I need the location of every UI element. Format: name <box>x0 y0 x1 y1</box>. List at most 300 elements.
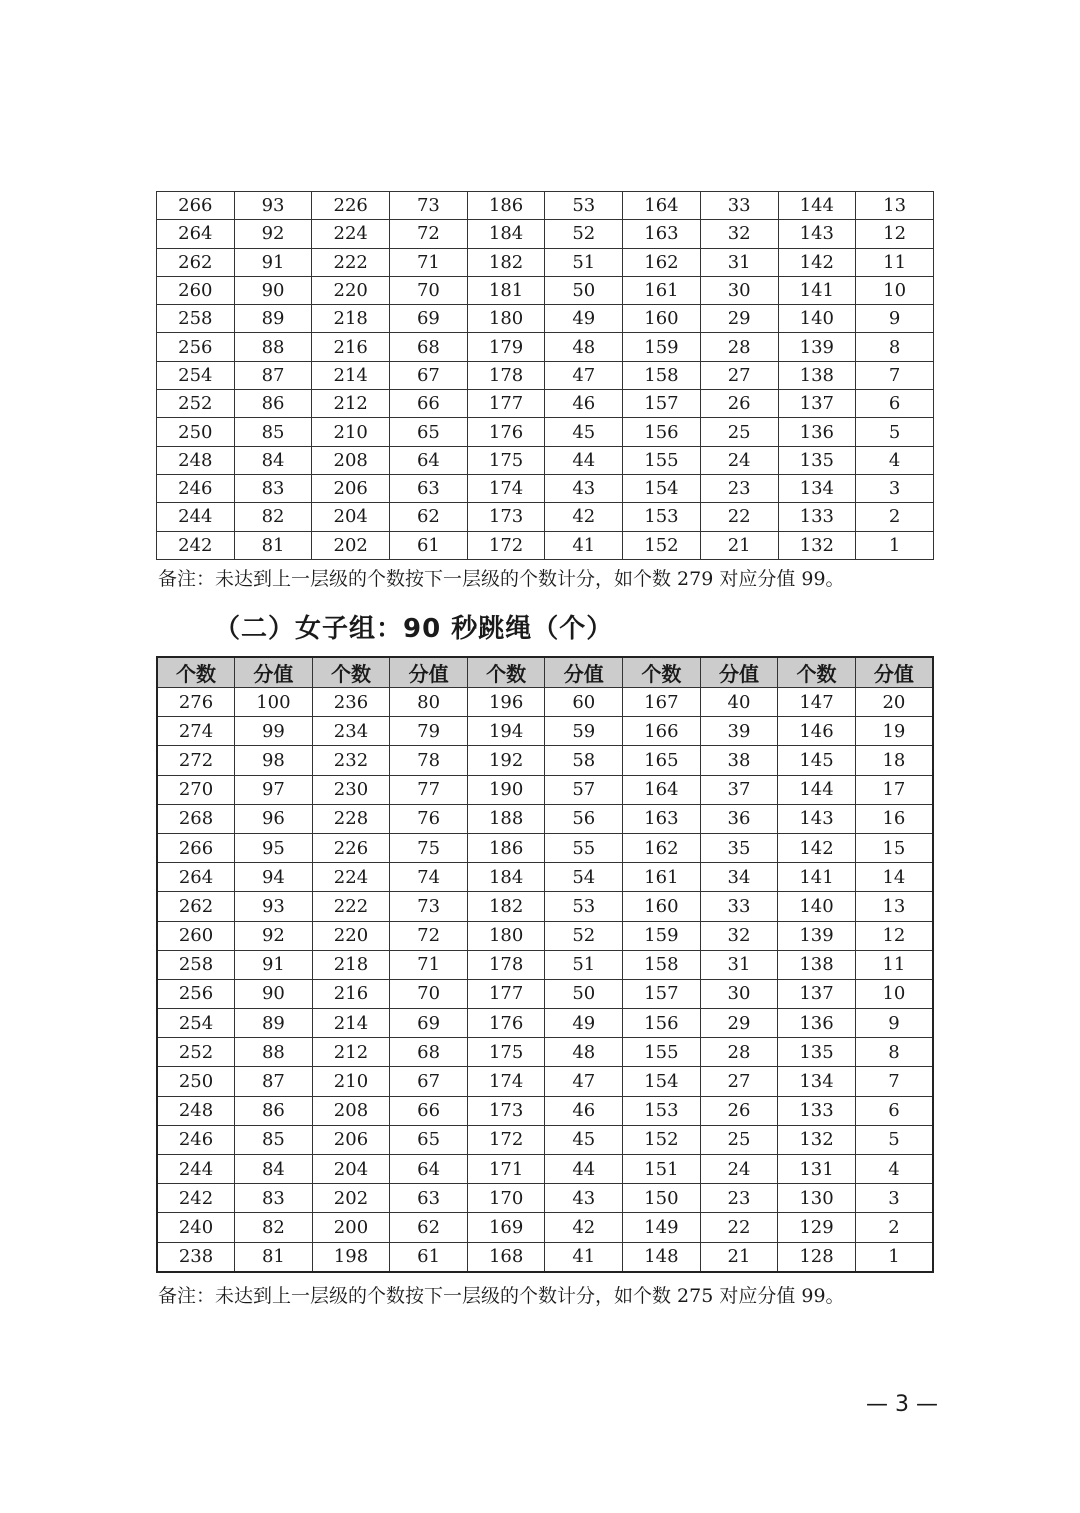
count-cell: 159 <box>623 333 701 361</box>
count-cell: 228 <box>312 804 390 833</box>
table-row <box>157 804 933 833</box>
score-cell: 13 <box>856 192 934 220</box>
count-cell: 175 <box>467 446 545 474</box>
count-cell: 264 <box>157 220 235 248</box>
table-row <box>157 775 933 804</box>
count-cell: 165 <box>623 746 701 775</box>
count-cell: 258 <box>157 950 235 979</box>
count-cell: 170 <box>467 1184 545 1213</box>
score-cell: 1 <box>855 1242 933 1272</box>
count-cell: 214 <box>312 361 390 389</box>
section-title-female: （二）女子组：90 秒跳绳（个） <box>214 614 614 644</box>
count-cell: 146 <box>778 717 856 746</box>
score-cell: 15 <box>855 833 933 862</box>
score-cell: 23 <box>700 1184 778 1213</box>
header-count: 个数 <box>623 657 701 688</box>
count-cell: 138 <box>778 361 856 389</box>
score-table-female <box>156 656 934 1273</box>
score-cell: 62 <box>390 503 468 531</box>
score-cell: 72 <box>390 220 468 248</box>
score-cell: 68 <box>390 1038 468 1067</box>
count-cell: 222 <box>312 248 390 276</box>
count-cell: 210 <box>312 418 390 446</box>
count-cell: 264 <box>157 863 235 892</box>
count-cell: 163 <box>623 804 701 833</box>
score-cell: 17 <box>855 775 933 804</box>
count-cell: 222 <box>312 892 390 921</box>
count-cell: 230 <box>312 775 390 804</box>
score-cell: 24 <box>700 1155 778 1184</box>
count-cell: 202 <box>312 1184 390 1213</box>
score-cell: 81 <box>235 1242 313 1272</box>
score-cell: 10 <box>855 979 933 1008</box>
count-cell: 220 <box>312 921 390 950</box>
count-cell: 220 <box>312 276 390 304</box>
score-cell: 10 <box>856 276 934 304</box>
score-cell: 47 <box>545 1067 623 1096</box>
score-cell: 32 <box>700 921 778 950</box>
count-cell: 154 <box>623 474 701 502</box>
count-cell: 244 <box>157 503 235 531</box>
count-cell: 174 <box>467 474 545 502</box>
count-cell: 262 <box>157 248 235 276</box>
score-cell: 69 <box>390 305 468 333</box>
score-cell: 27 <box>700 361 778 389</box>
score-cell: 23 <box>700 474 778 502</box>
count-cell: 164 <box>623 192 701 220</box>
count-cell: 152 <box>623 1125 701 1154</box>
score-cell: 83 <box>234 474 312 502</box>
table-row <box>157 531 934 559</box>
count-cell: 142 <box>778 248 856 276</box>
count-cell: 202 <box>312 531 390 559</box>
count-cell: 173 <box>467 1096 545 1125</box>
score-cell: 80 <box>390 688 468 717</box>
count-cell: 132 <box>778 531 856 559</box>
count-cell: 204 <box>312 503 390 531</box>
score-cell: 88 <box>234 333 312 361</box>
score-cell: 86 <box>235 1096 313 1125</box>
score-cell: 35 <box>700 833 778 862</box>
score-cell: 82 <box>235 1213 313 1242</box>
score-cell: 48 <box>545 333 623 361</box>
score-cell: 2 <box>855 1213 933 1242</box>
count-cell: 186 <box>467 192 545 220</box>
score-cell: 85 <box>235 1125 313 1154</box>
count-cell: 141 <box>778 863 856 892</box>
header-score: 分值 <box>545 657 623 688</box>
score-cell: 38 <box>700 746 778 775</box>
count-cell: 128 <box>778 1242 856 1272</box>
note-female: 备注：未达到上一层级的个数按下一层级的个数计分，如个数 275 对应分值 99。 <box>158 1285 845 1307</box>
count-cell: 160 <box>623 305 701 333</box>
table-row <box>157 1125 933 1154</box>
table-row <box>157 892 933 921</box>
table-row <box>157 1242 933 1272</box>
count-cell: 254 <box>157 361 235 389</box>
score-cell: 51 <box>545 950 623 979</box>
score-cell: 21 <box>700 1242 778 1272</box>
table-row <box>157 688 933 717</box>
score-cell: 11 <box>855 950 933 979</box>
count-cell: 266 <box>157 192 235 220</box>
count-cell: 206 <box>312 1125 390 1154</box>
table-row <box>157 1067 933 1096</box>
score-cell: 33 <box>700 192 778 220</box>
score-cell: 87 <box>234 361 312 389</box>
count-cell: 204 <box>312 1155 390 1184</box>
count-cell: 276 <box>157 688 235 717</box>
score-cell: 45 <box>545 1125 623 1154</box>
count-cell: 129 <box>778 1213 856 1242</box>
count-cell: 142 <box>778 833 856 862</box>
score-cell: 67 <box>390 1067 468 1096</box>
score-table-continued <box>156 191 934 560</box>
score-cell: 53 <box>545 192 623 220</box>
count-cell: 133 <box>778 503 856 531</box>
score-cell: 53 <box>545 892 623 921</box>
count-cell: 266 <box>157 833 235 862</box>
score-cell: 92 <box>234 220 312 248</box>
count-cell: 144 <box>778 192 856 220</box>
score-cell: 83 <box>235 1184 313 1213</box>
count-cell: 226 <box>312 192 390 220</box>
count-cell: 250 <box>157 418 235 446</box>
score-cell: 71 <box>390 950 468 979</box>
score-cell: 92 <box>235 921 313 950</box>
score-cell: 3 <box>856 474 934 502</box>
count-cell: 206 <box>312 474 390 502</box>
note-male: 备注：未达到上一层级的个数按下一层级的个数计分，如个数 279 对应分值 99。 <box>158 568 845 590</box>
count-cell: 172 <box>467 1125 545 1154</box>
score-cell: 26 <box>700 390 778 418</box>
score-cell: 70 <box>390 276 468 304</box>
count-cell: 226 <box>312 833 390 862</box>
score-cell: 50 <box>545 276 623 304</box>
score-cell: 45 <box>545 418 623 446</box>
score-cell: 51 <box>545 248 623 276</box>
count-cell: 152 <box>623 531 701 559</box>
header-count: 个数 <box>778 657 856 688</box>
count-cell: 163 <box>623 220 701 248</box>
count-cell: 136 <box>778 1009 856 1038</box>
count-cell: 252 <box>157 1038 235 1067</box>
score-cell: 66 <box>390 390 468 418</box>
table-row <box>157 1155 933 1184</box>
score-cell: 5 <box>855 1125 933 1154</box>
score-cell: 33 <box>700 892 778 921</box>
score-cell: 48 <box>545 1038 623 1067</box>
table-row <box>157 717 933 746</box>
count-cell: 194 <box>467 717 545 746</box>
score-cell: 13 <box>855 892 933 921</box>
count-cell: 140 <box>778 305 856 333</box>
score-cell: 7 <box>856 361 934 389</box>
count-cell: 159 <box>623 921 701 950</box>
count-cell: 256 <box>157 333 235 361</box>
count-cell: 167 <box>623 688 701 717</box>
score-cell: 46 <box>545 390 623 418</box>
score-cell: 32 <box>700 220 778 248</box>
count-cell: 178 <box>467 361 545 389</box>
score-cell: 6 <box>855 1096 933 1125</box>
count-cell: 169 <box>467 1213 545 1242</box>
count-cell: 224 <box>312 863 390 892</box>
table-row <box>157 1184 933 1213</box>
table-row <box>157 220 934 248</box>
score-cell: 5 <box>856 418 934 446</box>
score-cell: 81 <box>234 531 312 559</box>
score-cell: 94 <box>235 863 313 892</box>
score-cell: 19 <box>855 717 933 746</box>
score-cell: 44 <box>545 446 623 474</box>
count-cell: 270 <box>157 775 235 804</box>
count-cell: 130 <box>778 1184 856 1213</box>
score-cell: 64 <box>390 446 468 474</box>
count-cell: 234 <box>312 717 390 746</box>
score-cell: 59 <box>545 717 623 746</box>
score-cell: 36 <box>700 804 778 833</box>
score-cell: 65 <box>390 418 468 446</box>
score-cell: 91 <box>234 248 312 276</box>
score-cell: 46 <box>545 1096 623 1125</box>
table-row <box>157 333 934 361</box>
table-row <box>157 503 934 531</box>
count-cell: 157 <box>623 390 701 418</box>
score-cell: 99 <box>235 717 313 746</box>
score-cell: 60 <box>545 688 623 717</box>
score-cell: 79 <box>390 717 468 746</box>
count-cell: 153 <box>623 503 701 531</box>
table-row <box>157 276 934 304</box>
count-cell: 176 <box>467 1009 545 1038</box>
score-cell: 31 <box>700 950 778 979</box>
table-row <box>157 390 934 418</box>
count-cell: 274 <box>157 717 235 746</box>
score-cell: 8 <box>855 1038 933 1067</box>
score-cell: 11 <box>856 248 934 276</box>
table-row <box>157 248 934 276</box>
score-cell: 12 <box>855 921 933 950</box>
score-cell: 34 <box>700 863 778 892</box>
score-cell: 77 <box>390 775 468 804</box>
score-cell: 57 <box>545 775 623 804</box>
count-cell: 148 <box>623 1242 701 1272</box>
score-cell: 4 <box>855 1155 933 1184</box>
count-cell: 244 <box>157 1155 235 1184</box>
count-cell: 238 <box>157 1242 235 1272</box>
count-cell: 246 <box>157 474 235 502</box>
score-cell: 44 <box>545 1155 623 1184</box>
count-cell: 208 <box>312 446 390 474</box>
count-cell: 242 <box>157 531 235 559</box>
table-row <box>157 921 933 950</box>
score-cell: 25 <box>700 418 778 446</box>
score-cell: 93 <box>235 892 313 921</box>
count-cell: 200 <box>312 1213 390 1242</box>
count-cell: 216 <box>312 333 390 361</box>
count-cell: 168 <box>467 1242 545 1272</box>
score-cell: 41 <box>545 531 623 559</box>
score-cell: 40 <box>700 688 778 717</box>
count-cell: 181 <box>467 276 545 304</box>
count-cell: 164 <box>623 775 701 804</box>
score-cell: 65 <box>390 1125 468 1154</box>
count-cell: 172 <box>467 531 545 559</box>
header-score: 分值 <box>235 657 313 688</box>
score-cell: 18 <box>855 746 933 775</box>
count-cell: 149 <box>623 1213 701 1242</box>
count-cell: 186 <box>467 833 545 862</box>
count-cell: 246 <box>157 1125 235 1154</box>
score-cell: 9 <box>855 1009 933 1038</box>
count-cell: 268 <box>157 804 235 833</box>
score-cell: 43 <box>545 1184 623 1213</box>
score-cell: 50 <box>545 979 623 1008</box>
score-cell: 26 <box>700 1096 778 1125</box>
score-cell: 90 <box>235 979 313 1008</box>
score-cell: 20 <box>855 688 933 717</box>
score-cell: 87 <box>235 1067 313 1096</box>
count-cell: 155 <box>623 446 701 474</box>
table-row <box>157 1009 933 1038</box>
count-cell: 210 <box>312 1067 390 1096</box>
score-cell: 37 <box>700 775 778 804</box>
count-cell: 135 <box>778 446 856 474</box>
count-cell: 180 <box>467 305 545 333</box>
score-cell: 73 <box>390 192 468 220</box>
table-row <box>157 418 934 446</box>
score-cell: 52 <box>545 921 623 950</box>
table-row <box>157 1038 933 1067</box>
score-cell: 93 <box>234 192 312 220</box>
count-cell: 180 <box>467 921 545 950</box>
count-cell: 141 <box>778 276 856 304</box>
score-cell: 84 <box>234 446 312 474</box>
score-cell: 41 <box>545 1242 623 1272</box>
count-cell: 188 <box>467 804 545 833</box>
score-cell: 24 <box>700 446 778 474</box>
score-cell: 30 <box>700 979 778 1008</box>
score-cell: 96 <box>235 804 313 833</box>
count-cell: 139 <box>778 921 856 950</box>
score-cell: 30 <box>700 276 778 304</box>
count-cell: 171 <box>467 1155 545 1184</box>
score-cell: 1 <box>856 531 934 559</box>
table-row <box>157 863 933 892</box>
count-cell: 198 <box>312 1242 390 1272</box>
count-cell: 254 <box>157 1009 235 1038</box>
table-row <box>157 1213 933 1242</box>
count-cell: 258 <box>157 305 235 333</box>
score-cell: 29 <box>700 305 778 333</box>
table-row <box>157 950 933 979</box>
count-cell: 184 <box>467 863 545 892</box>
header-score: 分值 <box>855 657 933 688</box>
count-cell: 132 <box>778 1125 856 1154</box>
count-cell: 218 <box>312 950 390 979</box>
count-cell: 182 <box>467 248 545 276</box>
count-cell: 134 <box>778 474 856 502</box>
score-cell: 86 <box>234 390 312 418</box>
table-row <box>157 979 933 1008</box>
score-cell: 49 <box>545 305 623 333</box>
count-cell: 136 <box>778 418 856 446</box>
score-cell: 7 <box>855 1067 933 1096</box>
score-cell: 85 <box>234 418 312 446</box>
score-cell: 88 <box>235 1038 313 1067</box>
count-cell: 192 <box>467 746 545 775</box>
score-table-continued-body <box>157 192 934 560</box>
score-cell: 82 <box>234 503 312 531</box>
count-cell: 154 <box>623 1067 701 1096</box>
count-cell: 138 <box>778 950 856 979</box>
score-table-female-body <box>157 688 933 1272</box>
count-cell: 144 <box>778 775 856 804</box>
table-row <box>157 192 934 220</box>
count-cell: 174 <box>467 1067 545 1096</box>
count-cell: 158 <box>623 950 701 979</box>
count-cell: 224 <box>312 220 390 248</box>
count-cell: 137 <box>778 390 856 418</box>
score-cell: 55 <box>545 833 623 862</box>
score-cell: 76 <box>390 804 468 833</box>
page-number: — 3 — <box>866 1392 938 1417</box>
table-row <box>157 361 934 389</box>
score-cell: 78 <box>390 746 468 775</box>
score-cell: 73 <box>390 892 468 921</box>
count-cell: 153 <box>623 1096 701 1125</box>
score-cell: 6 <box>856 390 934 418</box>
score-cell: 74 <box>390 863 468 892</box>
score-cell: 89 <box>235 1009 313 1038</box>
score-cell: 49 <box>545 1009 623 1038</box>
score-cell: 63 <box>390 1184 468 1213</box>
score-cell: 71 <box>390 248 468 276</box>
score-cell: 42 <box>545 503 623 531</box>
score-cell: 4 <box>856 446 934 474</box>
score-table-female-header <box>157 657 933 688</box>
table-row <box>157 474 934 502</box>
header-row <box>157 657 933 688</box>
score-cell: 28 <box>700 333 778 361</box>
score-cell: 9 <box>856 305 934 333</box>
header-score: 分值 <box>390 657 468 688</box>
score-cell: 14 <box>855 863 933 892</box>
count-cell: 145 <box>778 746 856 775</box>
count-cell: 162 <box>623 833 701 862</box>
count-cell: 240 <box>157 1213 235 1242</box>
score-cell: 70 <box>390 979 468 1008</box>
count-cell: 250 <box>157 1067 235 1096</box>
score-cell: 91 <box>235 950 313 979</box>
count-cell: 248 <box>157 1096 235 1125</box>
table-row <box>157 305 934 333</box>
count-cell: 218 <box>312 305 390 333</box>
count-cell: 182 <box>467 892 545 921</box>
count-cell: 196 <box>467 688 545 717</box>
table-row <box>157 833 933 862</box>
score-cell: 58 <box>545 746 623 775</box>
count-cell: 256 <box>157 979 235 1008</box>
score-cell: 22 <box>700 503 778 531</box>
score-cell: 61 <box>390 531 468 559</box>
header-count: 个数 <box>312 657 390 688</box>
score-cell: 61 <box>390 1242 468 1272</box>
score-cell: 3 <box>855 1184 933 1213</box>
count-cell: 137 <box>778 979 856 1008</box>
score-cell: 62 <box>390 1213 468 1242</box>
